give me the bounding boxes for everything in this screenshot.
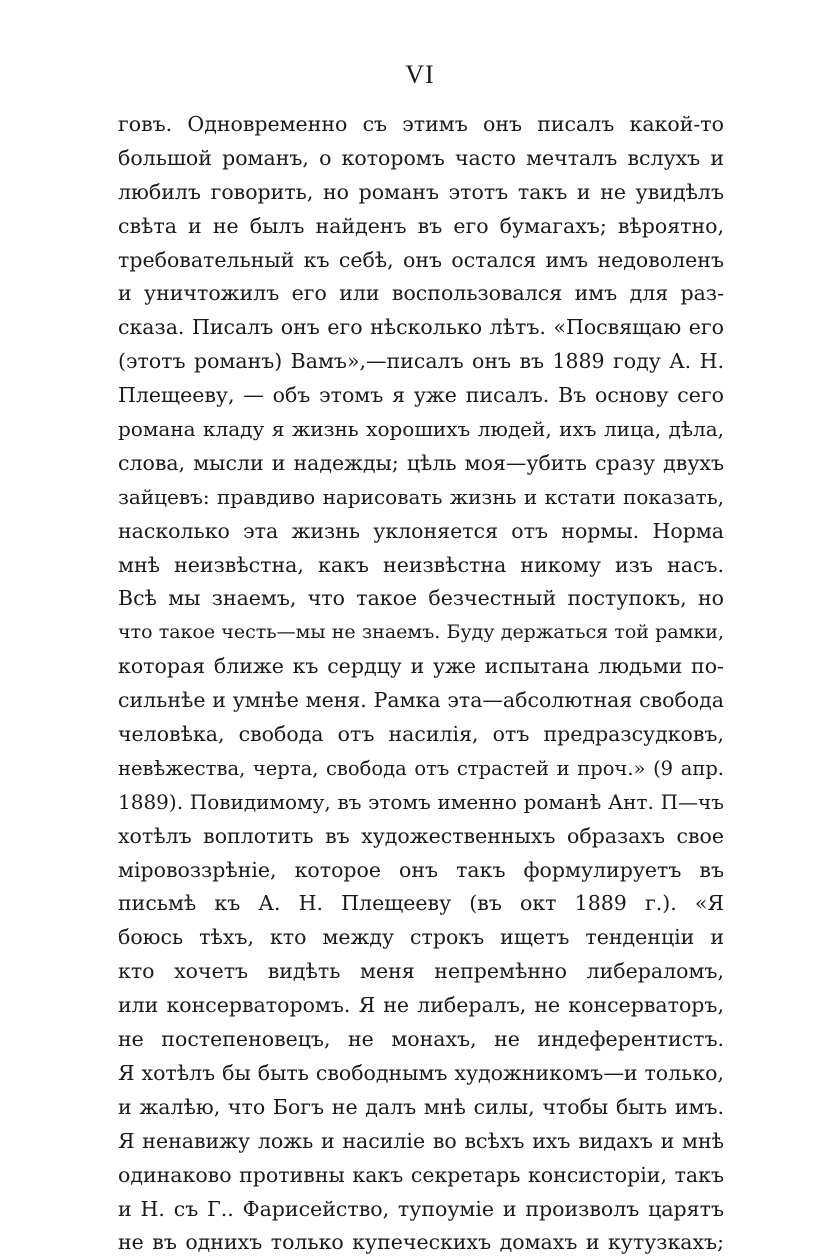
text-line: большой романъ, о которомъ часто мечталъ вслухъ и [118,145,724,170]
text-line: (этотъ романъ) Вамъ»,—писалъ онъ въ 1889 году А. Н. [118,349,724,374]
text-line: свѣта и не былъ найденъ въ его бумагахъ; вѣроятно, [118,213,724,238]
text-line: невѣжества, черта, свобода отъ страстей и проч.» (9 апр. [118,756,724,780]
text-line: Я ненавижу ложь и насиліе во всѣхъ ихъ видахъ и мнѣ [118,1128,724,1153]
text-line: 1889). Повидимому, въ этомъ именно романѣ Ант. П—чъ [118,789,724,814]
text-line: кто хочетъ видѣть меня непремѣнно либераломъ, [118,959,724,984]
text-line: Всѣ мы знаемъ, что такое безчестный поступокъ, но [118,586,724,611]
text-line: боюсь тѣхъ, кто между строкъ ищетъ тенденціи и [118,925,724,950]
text-line: Плещееву, — объ этомъ я уже писалъ. Въ основу сего [118,383,724,408]
text-line: и Н. съ Г.. Фарисейство, тупоуміе и произволъ царятъ [118,1196,724,1221]
text-line: сказа. Писалъ онъ его нѣсколько лѣтъ. «Посвящаю его [118,315,724,340]
text-line: хотѣлъ воплотить въ художественныхъ образахъ свое [118,823,724,848]
text-line: мнѣ неизвѣстна, какъ неизвѣстна никому изъ насъ. [118,552,724,577]
text-line: не постепеновецъ, не монахъ, не индеферентистъ. [118,1027,724,1052]
text-line: насколько эта жизнь уклоняется отъ нормы. Норма [118,518,724,543]
text-line: любилъ говорить, но романъ этотъ такъ и не увидѣлъ [118,179,724,204]
text-line: не въ однихъ только купеческихъ домахъ и кутузкахъ; [118,1230,724,1255]
text-line: слова, мысли и надежды; цѣль моя—убить сразу двухъ [118,450,724,475]
text-line: Я хотѣлъ бы быть свободнымъ художникомъ—и только, [118,1060,724,1085]
text-line: міровоззрѣніе, которое онъ такъ формулируетъ въ [118,857,724,882]
text-line: зайцевъ: правдиво нарисовать жизнь и кстати показать, [118,484,724,509]
text-line: письмѣ къ А. Н. Плещееву (въ окт 1889 г.). «Я [118,891,724,916]
text-line: и жалѣю, что Богъ не далъ мнѣ силы, чтобы быть имъ. [118,1094,724,1119]
text-line: человѣка, свобода отъ насилія, отъ предразсудковъ, [118,722,724,747]
text-line: романа кладу я жизнь хорошихъ людей, ихъ лица, дѣла, [118,417,724,442]
text-line: говъ. Одновременно съ этимъ онъ писалъ какой-то [118,112,724,136]
text-line: что такое честь—мы не знаемъ. Буду держаться той рамки, [118,621,724,644]
text-line: и уничтожилъ его или воспользовался имъ для раз- [118,281,724,306]
page-number: VI [405,60,435,89]
text-line: требовательный къ себѣ, онъ остался имъ недоволенъ [118,247,724,272]
text-line: или консерваторомъ. Я не либералъ, не консерваторъ, [118,993,724,1018]
body-text [118,108,724,1260]
text-line: одинаково противны какъ секретарь консисторіи, такъ [118,1162,724,1187]
text-line: сильнѣе и умнѣе меня. Рамка эта—абсолютная свобода [118,688,724,713]
text-line: которая ближе къ сердцу и уже испытана людьми по- [118,654,724,679]
